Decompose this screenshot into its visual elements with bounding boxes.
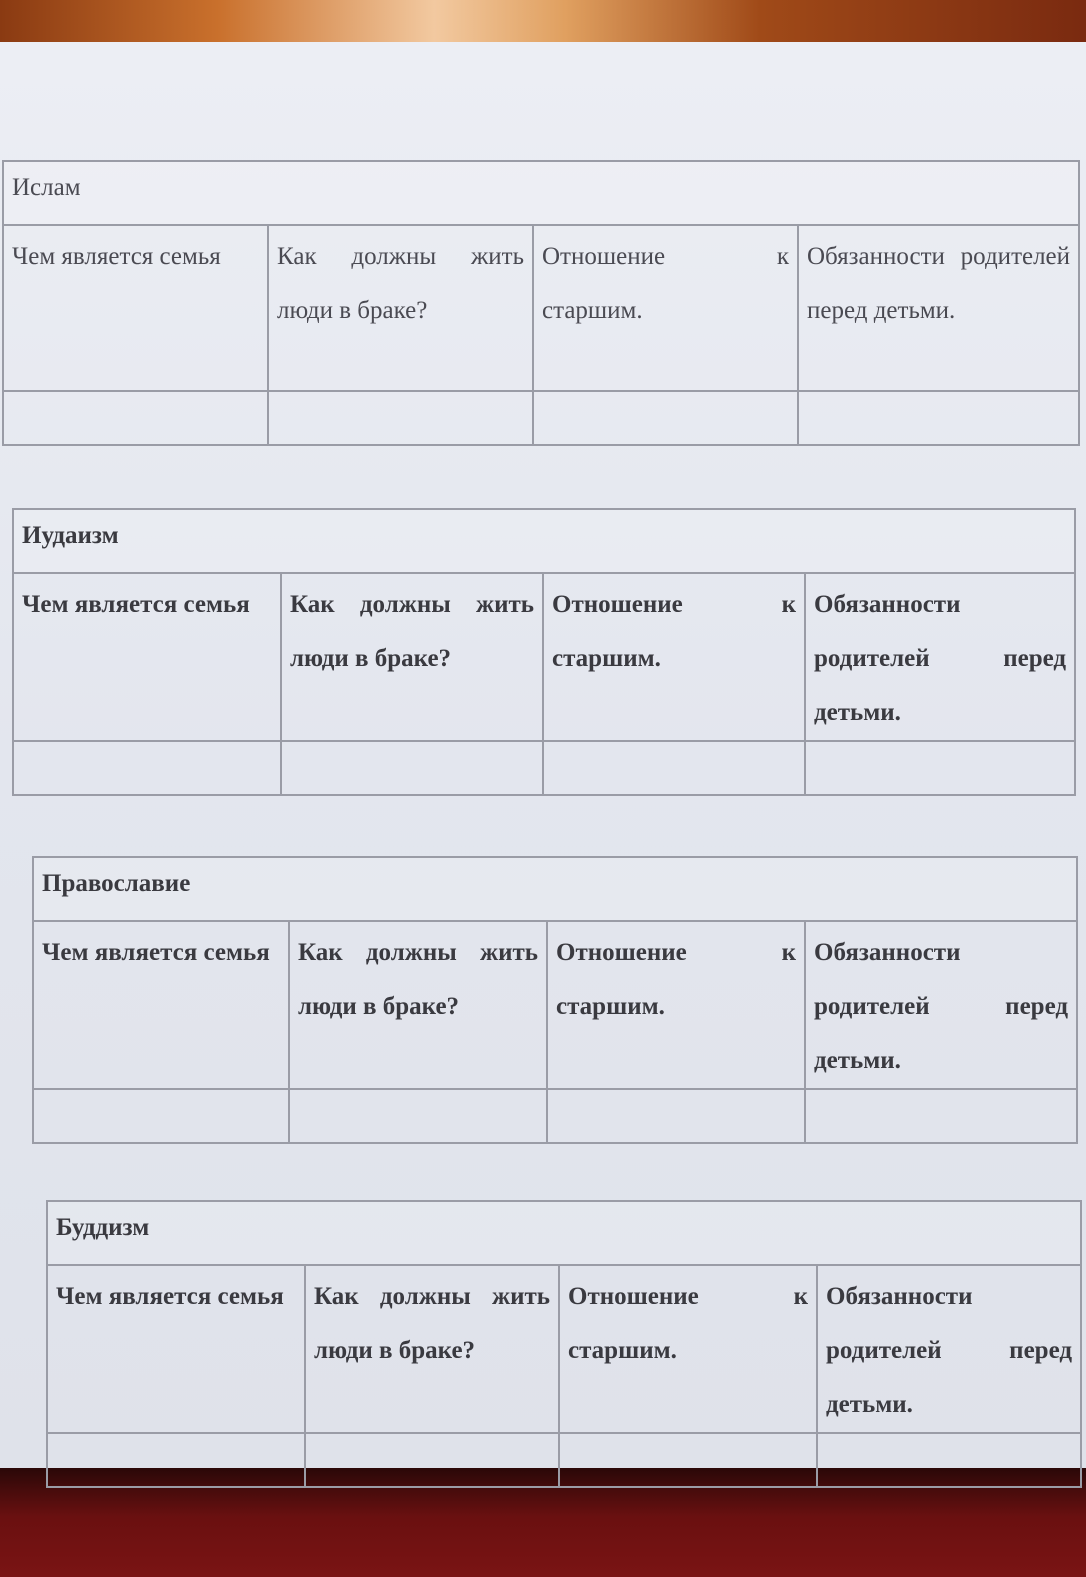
table-judaism <box>12 508 1076 796</box>
answer-cell-elders[interactable] <box>533 391 798 445</box>
question-marriage: Как должны жить люди в браке? <box>289 921 547 1089</box>
answer-cell-elders[interactable] <box>559 1433 817 1487</box>
question-family: Чем является семья <box>3 225 268 391</box>
question-family: Чем является семья <box>33 921 289 1089</box>
question-elders: Отношение к старшим. <box>559 1265 817 1433</box>
question-marriage: Как должны жить люди в браке? <box>268 225 533 391</box>
answer-cell-parents-duties[interactable] <box>817 1433 1081 1487</box>
question-elders: Отношение к старшим. <box>543 573 805 741</box>
table-title: Буддизм <box>47 1201 1081 1265</box>
question-marriage: Как должны жить люди в браке? <box>305 1265 559 1433</box>
question-parents-duties: Обязанности родителей перед детьми. <box>817 1265 1081 1433</box>
table-islam <box>2 160 1080 446</box>
table-title: Православие <box>33 857 1077 921</box>
question-family: Чем является семья <box>13 573 281 741</box>
table-title: Иудаизм <box>13 509 1075 573</box>
answer-cell-parents-duties[interactable] <box>798 391 1079 445</box>
answer-cell-family[interactable] <box>3 391 268 445</box>
answer-cell-elders[interactable] <box>543 741 805 795</box>
answer-cell-family[interactable] <box>47 1433 305 1487</box>
question-parents-duties: Обязанности родителей перед детьми. <box>805 573 1075 741</box>
question-parents-duties: Обязанности родителей перед детьми. <box>798 225 1079 391</box>
question-marriage: Как должны жить люди в браке? <box>281 573 543 741</box>
answer-cell-elders[interactable] <box>547 1089 805 1143</box>
question-elders: Отношение к старшим. <box>547 921 805 1089</box>
table-orthodoxy <box>32 856 1078 1144</box>
question-parents-duties: Обязанности родителей перед детьми. <box>805 921 1077 1089</box>
table-title: Ислам <box>3 161 1079 225</box>
question-family: Чем является семья <box>47 1265 305 1433</box>
answer-cell-marriage[interactable] <box>289 1089 547 1143</box>
answer-cell-parents-duties[interactable] <box>805 741 1075 795</box>
question-elders: Отношение к старшим. <box>533 225 798 391</box>
answer-cell-marriage[interactable] <box>281 741 543 795</box>
answer-cell-family[interactable] <box>13 741 281 795</box>
table-buddhism <box>46 1200 1082 1488</box>
answer-cell-marriage[interactable] <box>268 391 533 445</box>
answer-cell-parents-duties[interactable] <box>805 1089 1077 1143</box>
answer-cell-marriage[interactable] <box>305 1433 559 1487</box>
answer-cell-family[interactable] <box>33 1089 289 1143</box>
